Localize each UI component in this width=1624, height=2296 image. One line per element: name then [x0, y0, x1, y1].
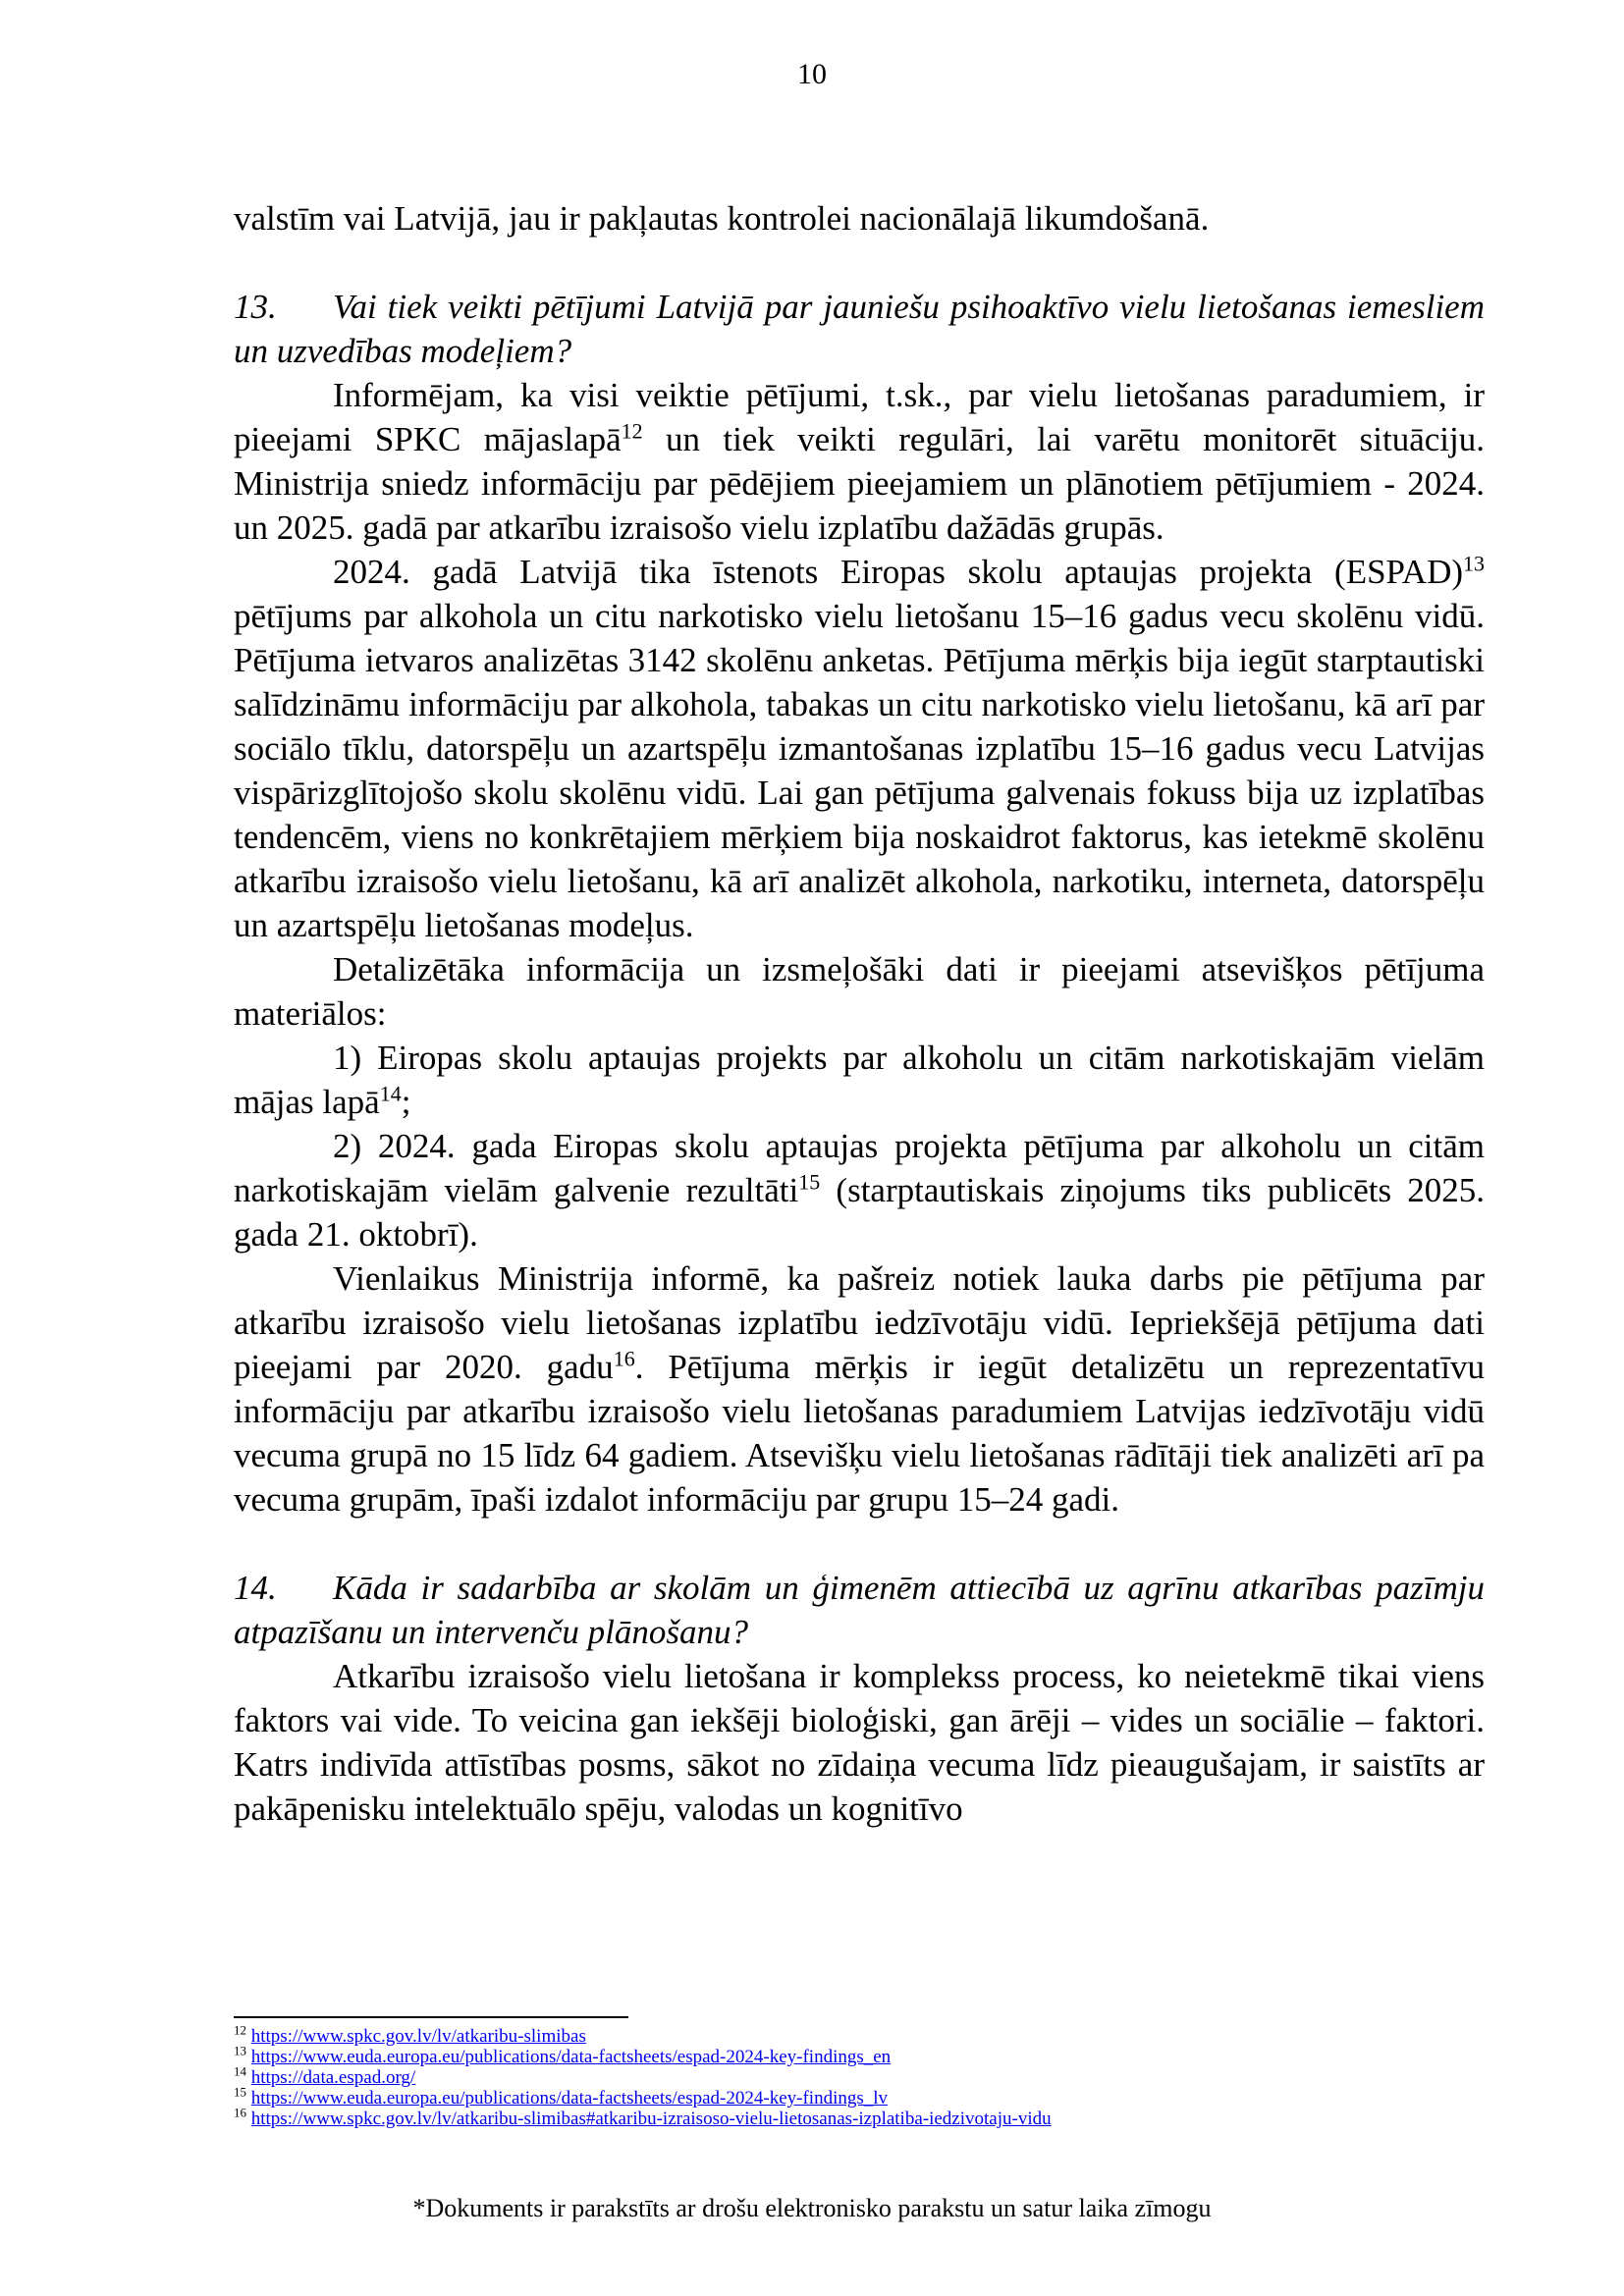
footnote-ref[interactable]: 16: [613, 1346, 635, 1371]
list-item-text: ;: [401, 1083, 411, 1121]
paragraph-continuation: valstīm vai Latvijā, jau ir pakļautas kontrolei nacionālajā likumdošanā.: [234, 199, 1210, 238]
paragraph: Atkarību izraisošo vielu lietošana ir komplekss process, ko neietekmē tikai viens faktors vai vide. To veicina gan iekšēji bioloģiski, gan ārēji – vides un sociālie – faktori. Katrs indivīda attīstības posms, sākot no zīdaiņa vecuma līdz pieaugušajam, ir saistīts ar pakāpenisku intelektuālo spēju, valodas un kognitīvo: [234, 1657, 1485, 1828]
paragraph-text: pētījums par alkohola un citu narkotisko vielu lietošanu 15–16 gadus vecu skolēnu vidū. Pētījuma ietvaros analizētas 3142 skolēnu anketas. Pētījuma mērķis bija iegūt starptautiski salīdzināmu informāciju par alkohola, tabakas un citu narkotisko vielu lietošanu, kā arī par sociālo tīklu, datorspēļu un azartspēļu izmantošanas izplatību 15–16 gadus vecu Latvijas vispārizglītojošo skolu skolēnu vidū. Lai gan pētījuma galvenais fokuss bija uz izplatības tendencēm, viens no konkrētajiem mērķiem bija noskaidrot faktorus, kas ietekmē skolēnu atkarību izraisošo vielu lietošanu, kā arī analizēt alkohola, narkotiku, interneta, datorspēļu un azartspēļu lietošanas modeļus.: [234, 597, 1485, 944]
footnote-ref[interactable]: 12: [621, 418, 643, 444]
question-14: [234, 1566, 1485, 1654]
paragraph-text: Informējam, ka visi veiktie pētījumi, t.sk., par vielu lietošanas paradumiem, ir pieejami SPKC mājaslapā: [234, 376, 1485, 458]
footnote-number: 15: [234, 2084, 246, 2100]
footnote-number: 16: [234, 2105, 246, 2120]
footnote-ref[interactable]: 14: [379, 1081, 402, 1106]
paragraph: Detalizētāka informācija un izsmeļošāki dati ir pieejami atsevišķos pētījuma materiālos:: [234, 950, 1485, 1033]
footnote-13: [234, 2043, 1490, 2067]
list-item-text: 1) Eiropas skolu aptaujas projekts par alkoholu un citām narkotiskajām vielām mājas lapā: [234, 1039, 1485, 1121]
footnote-link[interactable]: https://www.euda.europa.eu/publications/data-factsheets/espad-2024-key-findings_lv: [250, 2088, 889, 2109]
footnote-separator: [234, 2016, 628, 2018]
paragraph: [234, 1256, 1485, 1522]
footnote-14: [234, 2063, 1490, 2088]
document-body: [234, 196, 1485, 1831]
list-item: [234, 1036, 1485, 1124]
question-text: Vai tiek veikti pētījumi Latvijā par jauniešu psihoaktīvo vielu lietošanas iemesliem un uzvedības modeļiem?: [234, 288, 1485, 370]
footnote-link[interactable]: https://www.spkc.gov.lv/lv/atkaribu-slimibas: [250, 2026, 586, 2047]
paragraph: [234, 550, 1485, 947]
footnote-15: [234, 2084, 1490, 2109]
question-13: [234, 285, 1485, 373]
footnote-link[interactable]: https://www.spkc.gov.lv/lv/atkaribu-slimibas#atkaribu-izraisoso-vielu-lietosanas-izplatiba-iedzivotaju-vidu: [250, 2109, 1052, 2129]
paragraph-text: . Pētījuma mērķis ir iegūt detalizētu un reprezentatīvu informāciju par atkarību izraisošo vielu lietošanas paradumiem Latvijas iedzīvotāju vidū vecuma grupā no 15 līdz 64 gadiem. Atsevišķu vielu lietošanas rādītāji tiek analizēti arī pa vecuma grupām, īpaši izdalot informāciju par grupu 15–24 gadi.: [234, 1348, 1485, 1519]
paragraph-text: Vienlaikus Ministrija informē, ka pašreiz notiek lauka darbs pie pētījuma par atkarību izraisošo vielu lietošanas izplatību iedzīvotāju vidū. Iepriekšējā pētījuma dati pieejami par 2020. gadu: [234, 1259, 1485, 1386]
footnote-link[interactable]: https://www.euda.europa.eu/publications/data-factsheets/espad-2024-key-findings_en: [250, 2047, 892, 2067]
question-number: 14.: [234, 1569, 277, 1607]
list-item-text: (starptautiskais ziņojums tiks publicēts 2025. gada 21. oktobrī).: [234, 1171, 1486, 1254]
paragraph-text: 2024. gadā Latvijā tika īstenots Eiropas skolu aptaujas projekta (ESPAD): [333, 553, 1463, 591]
footnote-ref[interactable]: 13: [1463, 551, 1485, 576]
page-number: 10: [797, 58, 827, 90]
question-text: Kāda ir sadarbība ar skolām un ģimenēm attiecībā uz agrīnu atkarības pazīmju atpazīšanu un intervenču plānošanu?: [234, 1569, 1485, 1651]
paragraph: [234, 373, 1485, 550]
footnote-12: [234, 2022, 1490, 2047]
footnote-number: 14: [234, 2063, 246, 2079]
footnote-16: [234, 2105, 1490, 2129]
question-number: 13.: [234, 288, 277, 326]
list-item: [234, 1124, 1485, 1256]
footnotes: [234, 2022, 1490, 2129]
list-item-text: 2) 2024. gada Eiropas skolu aptaujas projekta pētījuma par alkoholu un citām narkotiskajām vielām galvenie rezultāti: [234, 1127, 1485, 1209]
footnote-number: 12: [234, 2022, 246, 2038]
footnote-number: 13: [234, 2043, 246, 2058]
paragraph-text: un tiek veikti regulāri, lai varētu monitorēt situāciju. Ministrija sniedz informāciju par pēdējiem pieejamiem un plānotiem pētījumiem - 2024. un 2025. gadā par atkarību izraisošo vielu izplatību dažādās grupās.: [234, 420, 1486, 547]
footnote-link[interactable]: https://data.espad.org/: [250, 2067, 416, 2088]
footnote-ref[interactable]: 15: [798, 1169, 821, 1195]
signature-notice: *Dokuments ir parakstīts ar drošu elektronisko parakstu un satur laika zīmogu: [412, 2194, 1212, 2222]
